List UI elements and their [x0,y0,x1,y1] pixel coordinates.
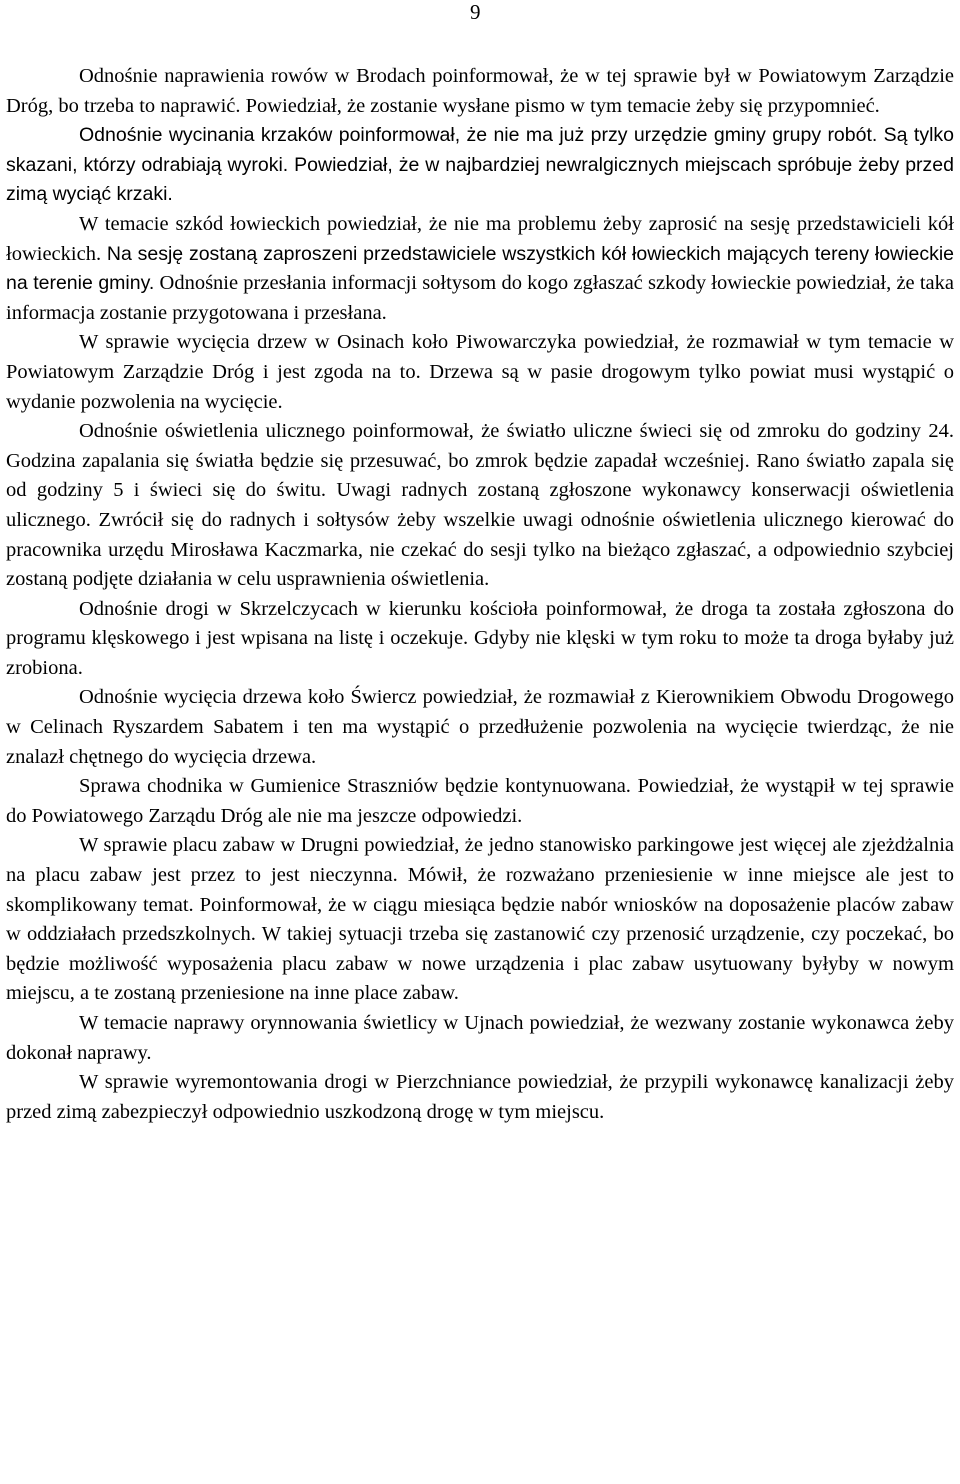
paragraph-text: Odnośnie przesłania informacji sołtysom do kogo zgłaszać szkody łowieckie powiedział, że taka informacja zostanie przygotowana i przesłana. [6,272,954,324]
paragraph [6,417,954,595]
paragraph-text: W temacie szkód łowieckich powiedział, że nie ma problemu żeby zaprosić na sesję przedstawicieli kół łowieckich. [6,212,954,265]
paragraph-text: Odnośnie wycinania krzaków poinformował, że nie ma już przy urzędzie gminy grupy robót. Są tylko skazani, którzy odrabiają wyroki. Powiedział, że w najbardziej newralgicznych miejscach spróbuje żeby przed zimą wyciąć krzaki. [6,124,954,206]
paragraph-text: W sprawie placu zabaw w Drugni powiedział, że jedno stanowisko parkingowe jest więcej ale zjeżdżalnia na placu zabaw jest przez to jest nieczynna. Mówił, że rozważano przeniesienie w inne miejsce ale jest to skomplikowany temat. Poinformował, że w ciągu miesiąca będzie nabór wniosków na doposażenie placów zabaw w oddziałach przedszkolnych. W takiej sytuacji trzeba się zastanowić czy przenosić urządzenie, czy poczekać, bo będzie możliwość wyposażenia placu zabaw w nowe urządzenia i plac zabaw usytuowany byłyby w nowym miejscu, a te zostaną przeniesione na inne place zabaw. [6,834,954,1005]
paragraph [6,62,954,121]
paragraph-text: Odnośnie wycięcia drzewa koło Świercz powiedział, że rozmawiał z Kierownikiem Obwodu Drogowego w Celinach Ryszardem Sabatem i ten ma wystąpić o przedłużenie pozwolenia na wycięcie twierdząc, że nie znalazł chętnego do wycięcia drzewa. [6,686,954,768]
paragraph-text: W sprawie wycięcia drzew w Osinach koło Piwowarczyka powiedział, że rozmawiał w tym temacie w Powiatowym Zarządzie Dróg i jest zgoda na to. Drzewa są w pasie drogowym tylko powiat musi wystąpić o wydanie pozwolenia na wycięcie. [6,331,954,413]
paragraph-text: Odnośnie drogi w Skrzelczycach w kierunku kościoła poinformował, że droga ta została zgłoszona do programu klęskowego i jest wpisana na listę i oczekuje. Gdyby nie klęski w tym roku to może ta droga byłaby już zrobiona. [6,597,954,679]
paragraph [6,328,954,417]
paragraph-text: Odnośnie naprawienia rowów w Brodach poinformował, że w tej sprawie był w Powiatowym Zarządzie Dróg, bo trzeba to naprawić. Powiedział, że zostanie wysłane pismo w tym temacie żeby się przypomnieć. [6,65,954,117]
paragraph-text: W sprawie wyremontowania drogi w Pierzchniance powiedział, że przypili wykonawcę kanalizacji żeby przed zimą zabezpieczył odpowiednio uszkodzoną drogę w tym miejscu. [6,1071,954,1123]
paragraph-text: Sprawa chodnika w Gumienice Straszniów będzie kontynuowana. Powiedział, że wystąpił w tej sprawie do Powiatowego Zarządu Dróg ale nie ma jeszcze odpowiedzi. [6,775,954,827]
page-number: 9 [470,0,481,24]
paragraph [6,121,954,210]
paragraph [6,1068,954,1127]
paragraph [6,683,954,772]
paragraph-text: Odnośnie oświetlenia ulicznego poinformował, że światło uliczne świeci się od zmroku do godziny 24. Godzina zapalania się światła będzie się przesuwać, bo zmrok będzie zapadał wcześniej. Rano światło zapala się od godziny 5 i świeci się do świtu. Uwagi radnych zostaną zgłoszone wykonawcy konserwacji oświetlenia ulicznego. Zwrócił się do radnych i sołtysów żeby wszelkie uwagi odnośnie oświetlenia ulicznego kierować do pracownika urzędu Mirosława Kaczmarka, nie czekać do sesji tylko na bieżąco zgłaszać, a odpowiednio szybciej zostaną podjęte działania w celu usprawnienia oświetlenia. [6,420,954,591]
paragraph [6,210,954,328]
document-body [6,62,954,1127]
paragraph [6,772,954,831]
paragraph [6,595,954,684]
paragraph-text: W temacie naprawy orynnowania świetlicy w Ujnach powiedział, że wezwany zostanie wykonawca żeby dokonał naprawy. [6,1012,954,1064]
paragraph [6,1009,954,1068]
paragraph-text: Na sesję zostaną zaproszeni przedstawiciele wszystkich kół łowieckich mających tereny łowieckie na terenie gminy. [6,242,954,295]
paragraph [6,831,954,1009]
